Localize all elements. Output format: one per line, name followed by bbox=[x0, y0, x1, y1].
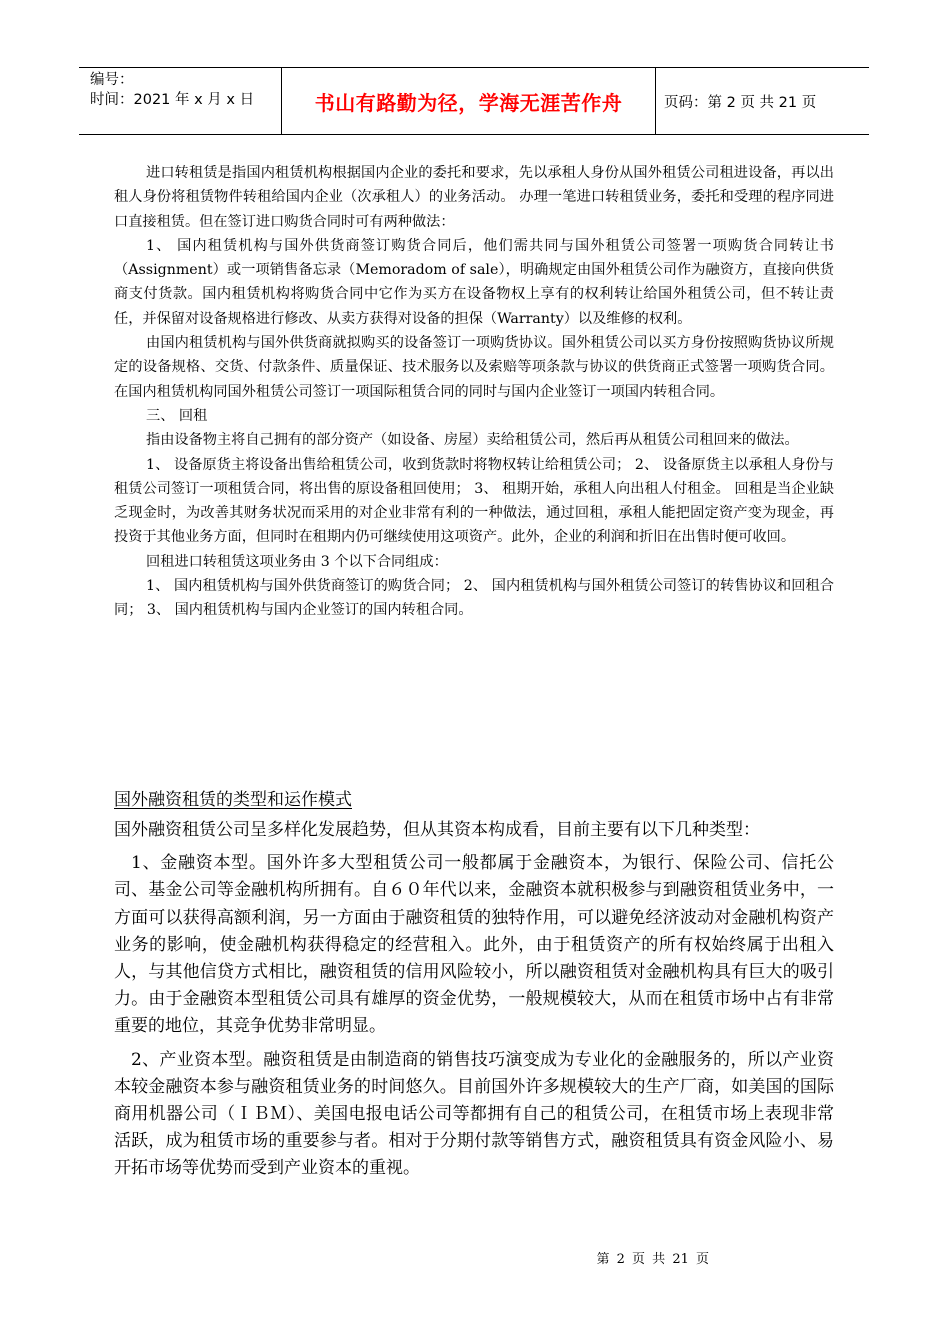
paragraph: 1、 设备原货主将设备出售给租赁公司，收到货款时将物权转让给租赁公司； 2、 设备原货主以承租人身份与租赁公司签订一项租赁合同，将出售的原设备租回使用； 3、 租期开始，承租人向出租人付租金。 回租是当企业缺乏现金时，为改善其财务状况而采用的对企业非常有利的一种做法，通过回租，承租人能把固定资产变为现金，再投资于其他业务方面，但同时在租期内仍可继续使用这项资产。此外，企业的利润和折旧在出售时便可收回。 bbox=[114, 456, 834, 546]
paragraph: 国外融资租赁公司呈多样化发展趋势，但从其资本构成看，目前主要有以下几种类型： bbox=[114, 820, 760, 840]
paragraph: 回租进口转租赁这项业务由 3 个以下合同组成： bbox=[146, 553, 448, 570]
page-footer: 第 2 页 共 21 页 bbox=[596, 1252, 709, 1267]
body-section-1 bbox=[114, 161, 834, 623]
section-title: 国外融资租赁的类型和运作模式 bbox=[114, 790, 352, 810]
paragraph: 1、金融资本型。国外许多大型租赁公司一般都属于金融资本，为银行、保险公司、信托公司、基金公司等金融机构所拥有。自６０年代以来，金融资本就积极参与到融资租赁业务中，一方面可以获得高额利润，另一方面由于融资租赁的独特作用，可以避免经济波动对金融机构资产业务的影响，使金融机构获得稳定的经营租入。此外，由于租赁资产的所有权始终属于出租入人，与其他信贷方式相比，融资租赁的信用风险较小，所以融资租赁对金融机构具有巨大的吸引力。由于金融资本型租赁公司具有雄厚的资金优势，一般规模较大，从而在租赁市场中占有非常重要的地位，其竞争优势非常明显。 bbox=[114, 853, 834, 1037]
body-section-2 bbox=[114, 817, 834, 1183]
header-meta bbox=[79, 68, 282, 134]
doc-date: 时间：2021 年 x 月 x 日 bbox=[90, 92, 255, 108]
doc-number: 编号： bbox=[90, 72, 134, 88]
paragraph: 1、 国内租赁机构与国外供货商签订购货合同后，他们需共同与国外租赁公司签署一项购货合同转让书（Assignment）或一项销售备忘录（Memoradom of sale），明确规定由国外租赁公司作为融资方，直接向供货商支付货款。国内租赁机构将购货合同中它作为买方在设备物权上享有的权利转让给国外租赁公司，但不转让责任，并保留对设备规格进行修改、从卖方获得对设备的担保（Warranty）以及维修的权利。 bbox=[114, 237, 834, 327]
page-header bbox=[79, 67, 869, 135]
header-motto: 书山有路勤为径，学海无涯苦作舟 bbox=[282, 68, 656, 134]
paragraph: 1、 国内租赁机构与国外供货商签订的购货合同； 2、 国内租赁机构与国外租赁公司签订的转售协议和回租合同； 3、 国内租赁机构与国内企业签订的国内转租合同。 bbox=[114, 578, 834, 619]
section-heading: 三、 回租 bbox=[146, 407, 208, 424]
header-page-info: 页码：第 2 页 共 21 页 bbox=[664, 94, 817, 111]
paragraph: 2、产业资本型。融资租赁是由制造商的销售技巧演变成为专业化的金融服务的，所以产业资本较金融资本参与融资租赁业务的时间悠久。目前国外许多规模较大的生产厂商，如美国的国际商用机器公司（ＩＢＭ）、美国电报电话公司等都拥有自己的租赁公司，在租赁市场上表现非常活跃，成为租赁市场的重要参与者。相对于分期付款等销售方式，融资租赁具有资金风险小、易开拓市场等优势而受到产业资本的重视。 bbox=[114, 1049, 834, 1179]
paragraph: 由国内租赁机构与国外供货商就拟购买的设备签订一项购货协议。国外租赁公司以买方身份按照购货协议所规定的设备规格、交货、付款条件、质量保证、技术服务以及索赔等项条款与协议的供货商正式签署一项购货合同。在国内租赁机构同国外租赁公司签订一项国际租赁合同的同时与国内企业签订一项国内转租合同。 bbox=[114, 335, 834, 400]
paragraph: 进口转租赁是指国内租赁机构根据国内企业的委托和要求，先以承租人身份从国外租赁公司租进设备，再以出租人身份将租赁物件转租给国内企业（次承租人）的业务活动。 办理一笔进口转租赁业务，委托和受理的程序同进口直接租赁。但在签订进口购货合同时可有两种做法： bbox=[114, 165, 834, 230]
paragraph: 指由设备物主将自己拥有的部分资产（如设备、房屋）卖给租赁公司，然后再从租赁公司租回来的做法。 bbox=[146, 432, 799, 449]
